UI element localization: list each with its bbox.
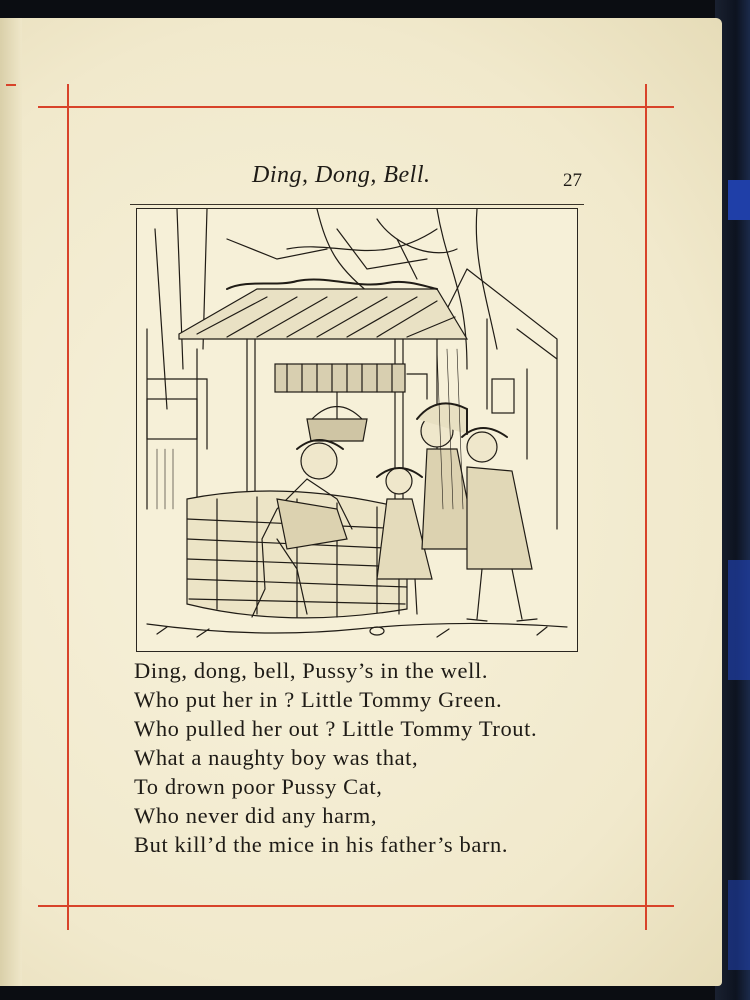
- poem-line: Who never did any harm,: [134, 803, 378, 828]
- header-rule: [130, 204, 584, 205]
- border-rule-facing-page: [6, 84, 16, 86]
- running-title: Ding, Dong, Bell.: [252, 162, 431, 188]
- border-rule-top: [38, 106, 674, 108]
- poem-line: Ding, dong, bell, Pussy’s in the well.: [134, 658, 489, 683]
- poem-text: [134, 656, 537, 859]
- cover-stripe: [728, 880, 750, 970]
- border-rule-bottom: [38, 905, 674, 907]
- page-number: 27: [563, 170, 582, 191]
- page-header: [0, 162, 750, 196]
- poem-line: Who put her in ? Little Tommy Green.: [134, 687, 503, 712]
- poem-line: To drown poor Pussy Cat,: [134, 774, 383, 799]
- engraving-children-at-well-icon: [136, 208, 578, 652]
- poem-line: What a naughty boy was that,: [134, 745, 419, 770]
- poem-line: Who pulled her out ? Little Tommy Trout.: [134, 716, 538, 741]
- cover-stripe: [728, 560, 750, 680]
- border-rule-left: [67, 84, 69, 930]
- poem-line: But kill’d the mice in his father’s barn.: [134, 832, 509, 857]
- border-rule-right: [645, 84, 647, 930]
